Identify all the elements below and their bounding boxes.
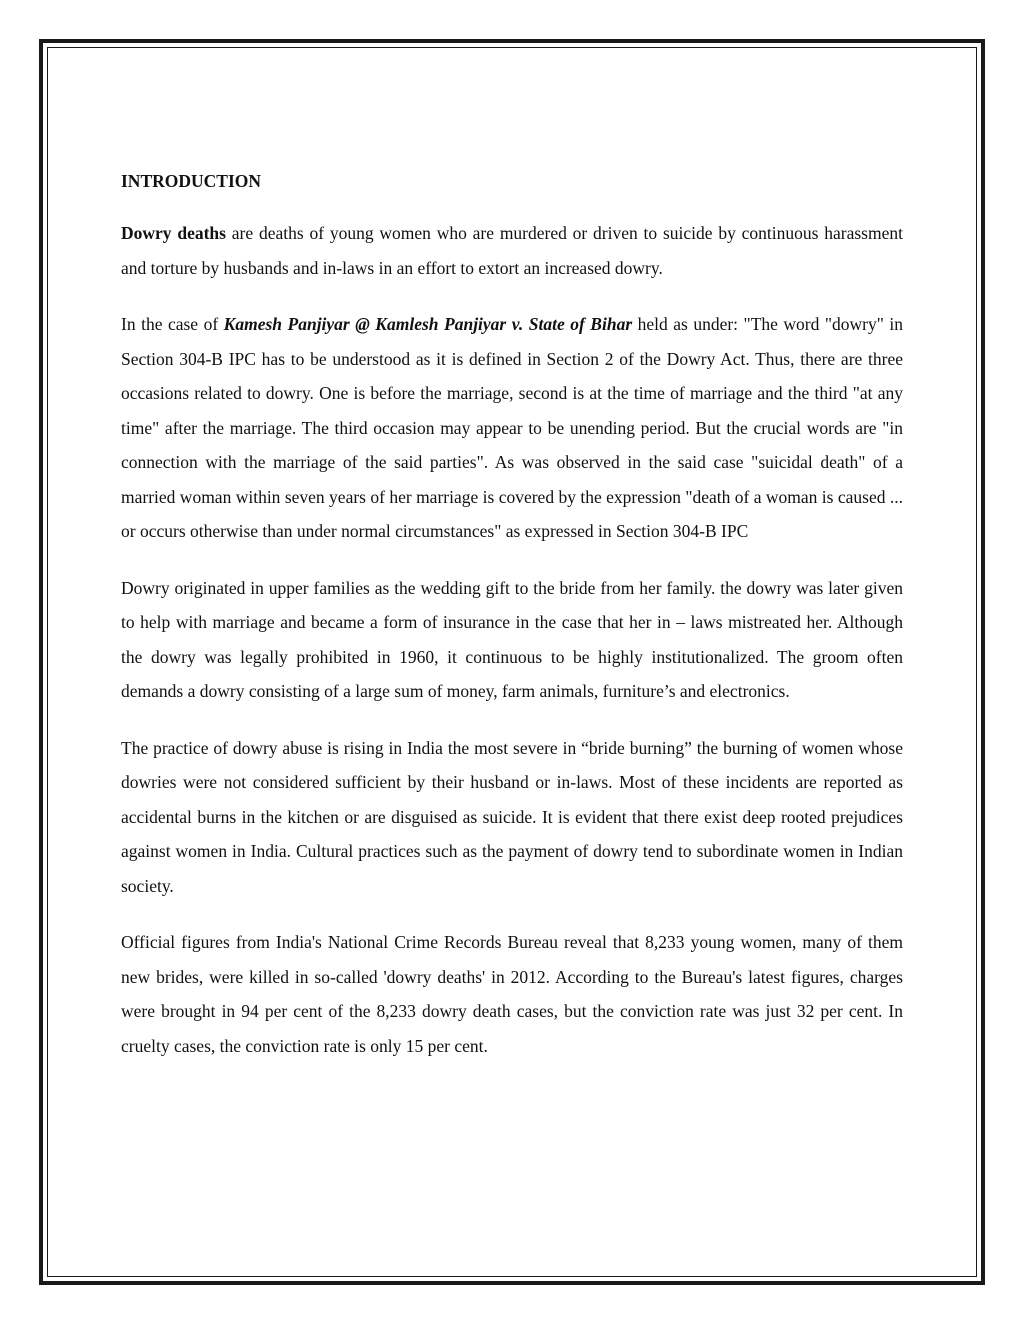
- paragraph-practice: The practice of dowry abuse is rising in India the most severe in “bride burning” the burning of women whose dowries were not considered sufficient by their husband or in-laws. Most of these incidents are reported as accidental burns in the kitchen or are disguised as suicide. It is evident that there exist deep rooted prejudices against women in India. Cultural practices such as the payment of dowry tend to subordinate women in Indian society.: [121, 737, 903, 896]
- paragraph-text: held as under: "The word "dowry" in Section 304-B IPC has to be understood as it is defined in Section 2 of the Dowry Act. Thus, there are three occasions related to dowry. One is before the marriage, second is at the time of marriage and the third "at any time" after the marriage. The third occasion may appear to be unending period. But the crucial words are "in connection with the marriage of the said parties". As was observed in the said case "suicidal death" of a married woman within seven years of her marriage is covered by the expression "death of a woman is caused ... or occurs otherwise than under normal circumstances" as expressed in Section 304-B IPC: [121, 314, 903, 541]
- paragraph-statistics: Official figures from India's National Crime Records Bureau reveal that 8,233 young women, many of them new brides, were killed in so-called 'dowry deaths' in 2012. According to the Bureau's latest figures, charges were brought in 94 per cent of the 8,233 dowry death cases, but the conviction rate was just 32 per cent. In cruelty cases, the conviction rate is only 15 per cent.: [121, 932, 903, 1056]
- paragraph-dowry-deaths: [121, 216, 903, 285]
- section-heading: INTRODUCTION: [121, 171, 262, 191]
- paragraph-case-law: [121, 307, 903, 549]
- paragraph-origin: Dowry originated in upper families as the wedding gift to the bride from her family. the dowry was later given to help with marriage and became a form of insurance in the case that her in – laws mistreated her. Although the dowry was legally prohibited in 1960, it continuous to be highly institutionalized. The groom often demands a dowry consisting of a large sum of money, farm animals, furniture’s and electronics.: [121, 577, 903, 701]
- document-body: [121, 166, 903, 1085]
- paragraph-text: are deaths of young women who are murdered or driven to suicide by continuous harassment and torture by husbands and in-laws in an effort to extort an increased dowry.: [121, 223, 903, 278]
- case-name: Kamesh Panjiyar @ Kamlesh Panjiyar v. State of Bihar: [223, 314, 633, 334]
- paragraph-prefix: In the case of: [121, 314, 224, 334]
- term-dowry-deaths: Dowry deaths: [121, 223, 226, 243]
